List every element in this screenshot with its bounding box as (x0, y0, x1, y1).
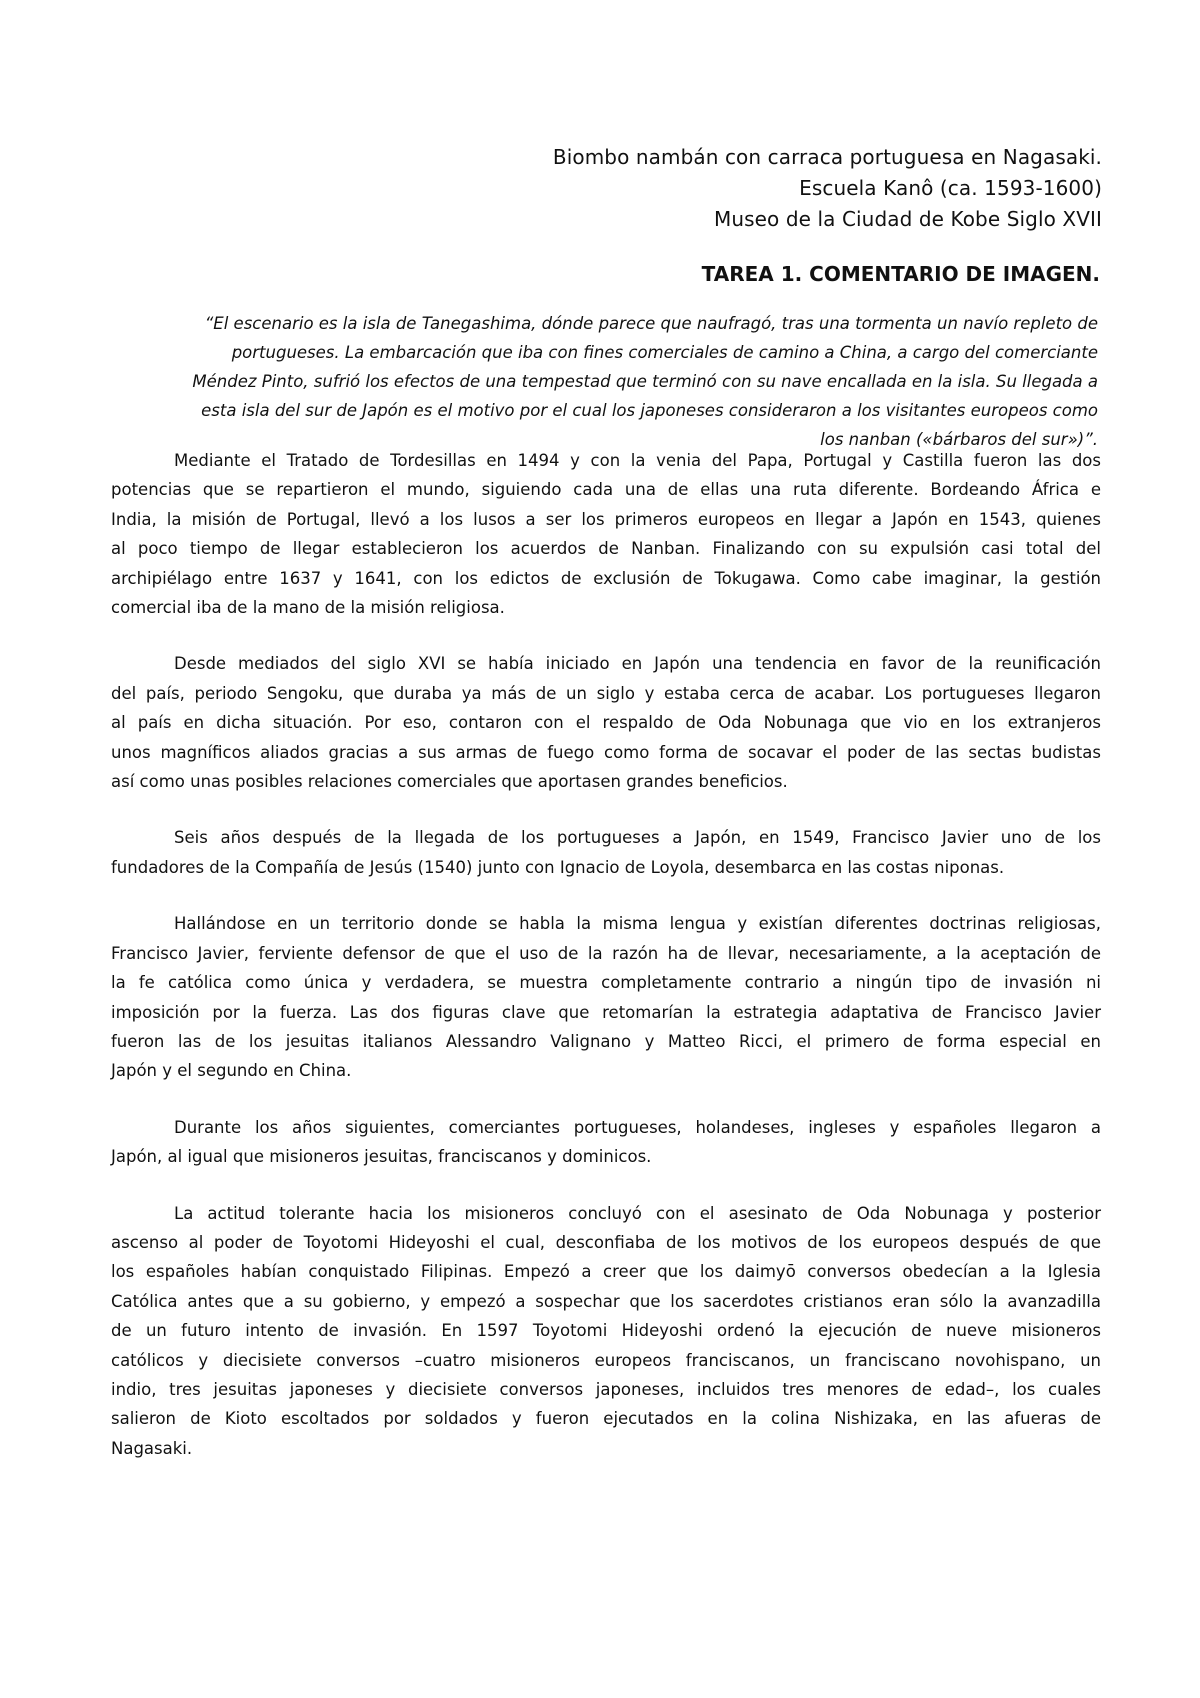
paragraph-line: imposición por la fuerza. Las dos figuras clave que retomarían la estrategia adaptativa de Francisco Javier (111, 1002, 1101, 1022)
paragraph-line: al país en dicha situación. Por eso, contaron con el respaldo de Oda Nobunaga que vio en los extranjeros (111, 713, 1101, 733)
paragraph-line: así como unas posibles relaciones comerciales que aportasen grandes beneficios. (111, 772, 788, 792)
paragraph-line: los españoles habían conquistado Filipinas. Empezó a creer que los daimyō conversos obedecían a la Iglesia (111, 1262, 1101, 1282)
paragraph-line: India, la misión de Portugal, llevó a los lusos a ser los primeros europeos en llegar a Japón en 1543, quienes (111, 509, 1101, 529)
quote-line: Méndez Pinto, sufrió los efectos de una tempestad que terminó con su nave encallada en la isla. Su llegada a (192, 372, 1098, 391)
paragraph-line: Nagasaki. (111, 1438, 193, 1458)
paragraph-line: ascenso al poder de Toyotomi Hideyoshi el cual, desconfiaba de los motivos de los europeos después de que (111, 1232, 1101, 1252)
body-paragraph (111, 909, 1101, 1085)
body-paragraph (111, 1113, 1101, 1172)
paragraph-line: Francisco Javier, ferviente defensor de que el uso de la razón ha de llevar, necesariamente, a la aceptación de (111, 943, 1101, 963)
paragraph-line: Hallándose en un territorio donde se habla la misma lengua y existían diferentes doctrinas religiosas, (174, 914, 1101, 934)
quote-line: “El escenario es la isla de Tanegashima, dónde parece que naufragó, tras una tormenta un navío repleto de (204, 314, 1098, 333)
paragraph-line: del país, periodo Sengoku, que duraba ya más de un siglo y estaba cerca de acabar. Los portugueses llegaron (111, 683, 1101, 703)
paragraph-line: indio, tres jesuitas japoneses y diecisiete conversos japoneses, incluidos tres menores de edad–, los cuales (111, 1379, 1101, 1399)
paragraph-line: archipiélago entre 1637 y 1641, con los edictos de exclusión de Tokugawa. Como cabe imaginar, la gestión (111, 568, 1101, 588)
paragraph-line: la fe católica como única y verdadera, se muestra completamente contrario a ningún tipo de invasión ni (111, 973, 1101, 993)
quote-line: los nanban («bárbaros del sur»)”. (820, 430, 1098, 449)
paragraph-line: Seis años después de la llegada de los portugueses a Japón, en 1549, Francisco Javier uno de los (174, 828, 1101, 848)
paragraph-line: Japón, al igual que misioneros jesuitas, franciscanos y dominicos. (111, 1147, 652, 1167)
paragraph-line: fundadores de la Compañía de Jesús (1540) junto con Ignacio de Loyola, desembarca en las costas niponas. (111, 857, 1005, 877)
paragraph-line: Durante los años siguientes, comerciantes portugueses, holandeses, ingleses y españoles llegaron a (174, 1117, 1101, 1137)
quote-line: portugueses. La embarcación que iba con fines comerciales de camino a China, a cargo del comerciante (231, 343, 1098, 362)
paragraph-line: Católica antes que a su gobierno, y empezó a sospechar que los sacerdotes cristianos eran sólo la avanzadilla (111, 1291, 1101, 1311)
caption-line-title: Biombo nambán con carraca portuguesa en Nagasaki. (552, 145, 1102, 169)
paragraph-line: La actitud tolerante hacia los misioneros concluyó con el asesinato de Oda Nobunaga y posterior (174, 1203, 1101, 1223)
paragraph-line: fueron las de los jesuitas italianos Alessandro Valignano y Matteo Ricci, el primero de forma especial en (111, 1031, 1101, 1051)
paragraph-line: Mediante el Tratado de Tordesillas en 1494 y con la venia del Papa, Portugal y Castilla fueron las dos (174, 451, 1101, 470)
paragraph-line: Japón y el segundo en China. (111, 1061, 352, 1081)
body-paragraph (111, 823, 1101, 882)
paragraph-line: potencias que se repartieron el mundo, siguiendo cada una de ellas una ruta diferente. Bordeando África e (111, 480, 1101, 500)
paragraph-line: comercial iba de la mano de la misión religiosa. (111, 598, 505, 618)
body-paragraph (111, 446, 1101, 622)
paragraph-line: unos magníficos aliados gracias a sus armas de fuego como forma de socavar el poder de las sectas budistas (111, 742, 1101, 762)
opening-quote (112, 309, 1098, 454)
paragraph-line: salieron de Kioto escoltados por soldados y fueron ejecutados en la colina Nishizaka, en las afueras de (111, 1409, 1101, 1429)
paragraph-line: Desde mediados del siglo XVI se había iniciado en Japón una tendencia en favor de la reunificación (174, 654, 1101, 674)
body-paragraph (111, 649, 1101, 796)
paragraph-line: de un futuro intento de invasión. En 1597 Toyotomi Hideyoshi ordenó la ejecución de nueve misioneros (111, 1321, 1101, 1341)
image-caption (400, 142, 1102, 235)
body-paragraph (111, 1199, 1101, 1464)
body-text (111, 446, 1101, 1490)
paragraph-line: católicos y diecisiete conversos –cuatro misioneros europeos franciscanos, un franciscano novohispano, un (111, 1350, 1101, 1370)
caption-line-museum: Museo de la Ciudad de Kobe Siglo XVII (713, 207, 1102, 231)
caption-line-school: Escuela Kanô (ca. 1593-1600) (799, 176, 1102, 200)
quote-line: esta isla del sur de Japón es el motivo por el cual los japoneses consideraron a los visitantes europeos como (201, 401, 1098, 420)
paragraph-line: al poco tiempo de llegar establecieron los acuerdos de Nanban. Finalizando con su expulsión casi total del (111, 539, 1101, 559)
task-title: TAREA 1. COMENTARIO DE IMAGEN. (701, 262, 1100, 286)
